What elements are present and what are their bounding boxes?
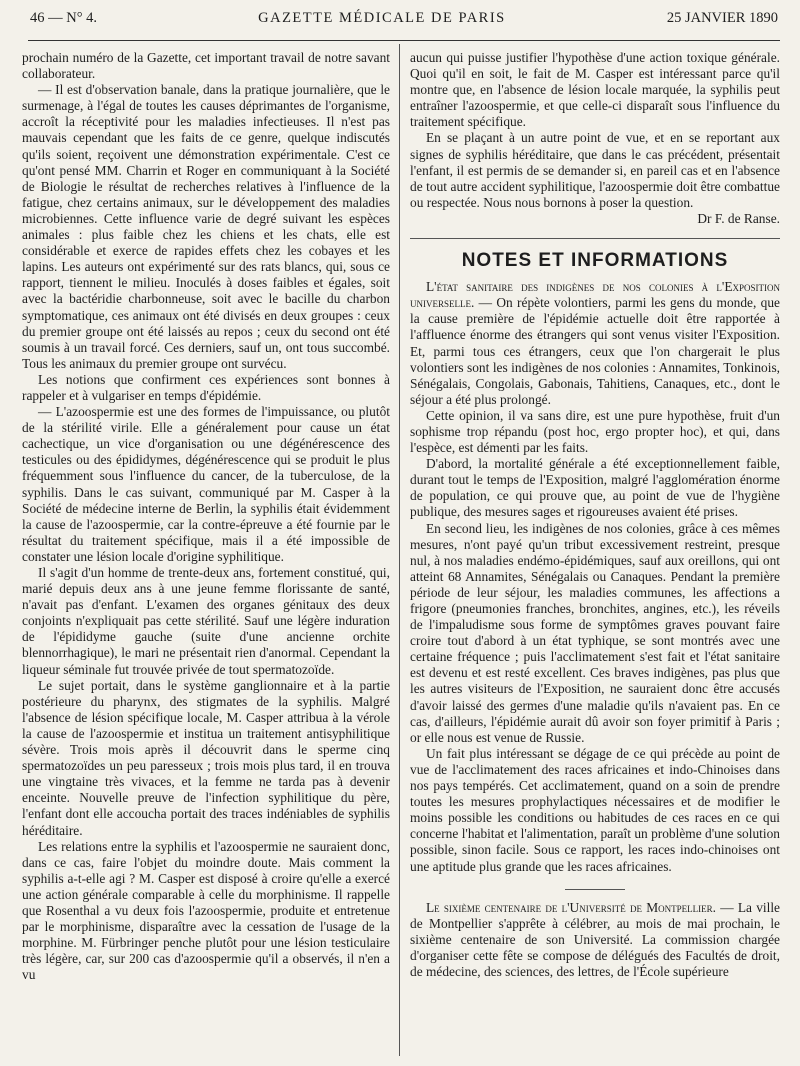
paragraph: prochain numéro de la Gazette, cet important travail de notre savant collaborateur.	[22, 50, 390, 82]
paragraph: Les notions que confirment ces expériences sont bonnes à rappeler et à vulgariser en temps d'épidémie.	[22, 371, 390, 403]
paragraph: Un fait plus intéressant se dégage de ce qui précède au point de vue de l'acclimatement des races africaines et indo-Chinoises dans nos pays tempérés. Cet acclimatement, quand on a soin de prendre toutes les mesures prophylactiques nécessaires et de modifier le moins possible les conditions ou habitudes de ces races en ce qui concerne l'habitat et l'alimentation, paraît un problème d'une solution possible, sinon facile. Sous ce rapport, les races indo-chinoises ont une aptitude plus grande que les races africaines.	[410, 745, 780, 874]
note-lead: L'état sanitaire des indigènes de nos colonies à l'Exposition universelle.	[410, 279, 780, 311]
paragraph: Il s'agit d'un homme de trente-deux ans, fortement constitué, qui, marié depuis deux ans à une jeune femme florissante de santé, n'avait pas d'enfant. L'examen des organes génitaux des deux conjoints n'expliquait pas cette stérilité. Sauf une légère induration de l'épididyme gauche (suite d'une ancienne orchite blennorrhagique), le mari ne présentait rien d'anormal. Cependant la liqueur séminale fut trouvée privée de tout spermatozoïde.	[22, 565, 390, 677]
issue-date: 25 JANVIER 1890	[666, 10, 778, 26]
paragraph: Le sujet portait, dans le système ganglionnaire et à la partie postérieure du pharynx, des stigmates de la syphilis. Malgré l'absence de lésion spécifique locale, M. Casper attribua à la vérole la cause de l'azoospermie et institua un traitement antisyphilitique sévère. Trois mois après il découvrit dans le sperme cinq spermatozoïdes un peu paresseux ; trois mois plus tard, il en trouva une vingtaine très vivaces, et la femme ne tarda pas à devenir enceinte. Nouvelle preuve de l'infection syphilitique du père, l'enfant dont elle accoucha portait des traces indéniables de syphilis héréditaire.	[22, 677, 390, 838]
note-paragraph	[410, 900, 780, 980]
column-divider	[399, 44, 400, 1056]
paragraph: — Il est d'observation banale, dans la pratique journalière, que le surmenage, à l'égal de toutes les causes déprimantes de l'organisme, accroît la réceptivité pour les maladies infectieuses. Il n'est pas mauvais cependant que les faits de ce genre, quelque indiscutés qu'ils soient, reçoivent une démonstration expérimentale. C'est ce qu'ont pensé MM. Charrin et Roger en communiquant à la Société de Biologie le résultat de recherches relatives à l'influence de la fatigue, chez certains animaux, sur le développement des maladies microbiennes. Cette influence varie de degré suivant les espèces animales : plus faible chez les chiens et les chats, elle est considérable et exerce de rapides effets chez les cobayes et les lapins. Les auteurs ont expérimenté sur des rats blancs, qui, sous ce rapport, tiennent le milieu. Inoculés à doses faibles et égales, soit avec la bactéridie charbonneuse, soit avec le bacille du charbon symptomatique, ces animaux ont été divisés en deux groupes : ceux du premier groupe ont été laissés au repos ; ceux du second ont été soumis à un travail forcé. Ces derniers, sauf un, ont tous succombé. Tous les animaux du premier groupe ont survécu.	[22, 82, 390, 371]
paragraph: En se plaçant à un autre point de vue, et en se reportant aux signes de syphilis héréditaire, que dans le cas précédent, présentait l'enfant, il est permis de se demander si, en pareil cas et en l'absence de tout autre accident syphilitique, l'azoospermie doit être combattue ou respectée. Nous nous bornons à poser la question.	[410, 130, 780, 210]
right-column	[410, 50, 780, 980]
journal-title: GAZETTE MÉDICALE DE PARIS	[258, 10, 506, 26]
paragraph: — L'azoospermie est une des formes de l'impuissance, ou plutôt de la stérilité virile. Elle a généralement pour cause un état cachectique, un vice d'organisation ou une dégénérescence des testicules ou des épididymes, dégénérescence qui se produit le plus fréquemment sous l'influence du cancer, de la tuberculose, de la syphilis. Dans le cas suivant, communiqué par M. Casper à la Société de médecine interne de Berlin, la syphilis était évidemment la cause de l'azoospermie, car la contre-épreuve a été fournie par le résultat du traitement spécifique, mais il a été impossible de constater une lésion locale d'origine syphilitique.	[22, 404, 390, 564]
divider-rule	[565, 889, 625, 890]
paragraph: Cette opinion, il va sans dire, est une pure hypothèse, fruit d'un sophisme trop répandu (post hoc, ergo propter hoc), et qui, dans l'espèce, est démenti par les faits.	[410, 407, 780, 456]
paragraph: En second lieu, les indigènes de nos colonies, grâce à ces mêmes mesures, n'ont payé qu'un tribut excessivement restreint, presque nul, à nos maladies endémo-épidémiques, sauf aux oreillons, qui ont atteint 68 Annamites, Sénégalais ou Canaques. Pendant la première période de leur séjour, les maladies communes, les affections a frigore (pneumonies franches, bronchites, angines, etc.), les réveils de l'impaludisme sous forme de symptômes graves pouvant faire croire tout d'abord à un état typhique, se sont montrés avec une certaine fréquence ; puis l'acclimatement s'est fait et l'état sanitaire est devenu et est resté excellent. Ces braves indigènes, pas plus que les autres visiteurs de l'Exposition, ne sauraient donc être accusés d'avoir laissé des germes d'une maladie qu'ils n'avaient pas. En ce cas, d'ailleurs, l'épidémie aurait dû avoir son foyer primitif à Paris ; or elle nous est venue de Russie.	[410, 520, 780, 745]
note-text: — La ville de Montpellier s'apprête à célébrer, au mois de mai prochain, le sixième centenaire de son Université. La commission chargée d'organiser cette fête se compose de délégués des Facultés de droit, de médecine, des sciences, des lettres, de l'École supérieure	[410, 899, 780, 979]
note-lead: Le sixième centenaire de l'Université de Montpellier.	[426, 899, 716, 915]
page-number: 46 — N° 4.	[30, 10, 98, 26]
note-text: — On répète volontiers, parmi les gens du monde, que la cause première de l'épidémie actuelle doit être rapportée à l'affluence énorme des étrangers qui sont venus visiter l'Exposition. Et, parmi tous ces étrangers, ceux que l'on chargerait le plus volontiers sont les indigènes de nos colonies : Annamites, Tonkinois, Sénégalais, Congolais, Gabonais, Tahitiens, Canaques, etc., dont le séjour a été plus prolongé.	[410, 295, 780, 407]
paragraph: Les relations entre la syphilis et l'azoospermie ne sauraient donc, dans ce cas, faire l'objet du moindre doute. Mais comment la syphilis a-t-elle agi ? M. Casper est disposé à croire qu'elle a exercé une action générale comparable à celle du morphinisme. Il rappelle que Rosenthal a vu deux fois l'azoospermie, produite et entretenue par le morphinisme, disparaître avec la cessation de l'usage de la morphine. M. Fürbringer penche plutôt pour une lésion testiculaire très légère, car, sur 200 cas d'azoospermie qu'il a observés, il n'en a vu	[22, 838, 390, 983]
section-rule	[410, 238, 780, 239]
header-rule	[28, 40, 780, 41]
paragraph: aucun qui puisse justifier l'hypothèse d'une action toxique générale. Quoi qu'il en soit, le fait de M. Casper est intéressant parce qu'il montre que, en l'absence de lésion locale marquée, la syphilis peut entraîner l'azoospermie, et que celle-ci disparaît sous l'influence du traitement spécifique.	[410, 50, 780, 130]
note-paragraph	[410, 279, 780, 408]
left-column	[22, 50, 390, 983]
author-signature: Dr F. de Ranse.	[697, 210, 780, 226]
paragraph: D'abord, la mortalité générale a été exceptionnellement faible, durant tout le temps de l'Exposition, malgré l'agglomération énorme de population, ce qui prouve que, au point de vue de l'hygiène publique, des mesures sages et rigoureuses avaient été prises.	[410, 456, 780, 520]
page-header	[30, 10, 778, 36]
section-title: NOTES ET INFORMATIONS	[461, 250, 729, 272]
